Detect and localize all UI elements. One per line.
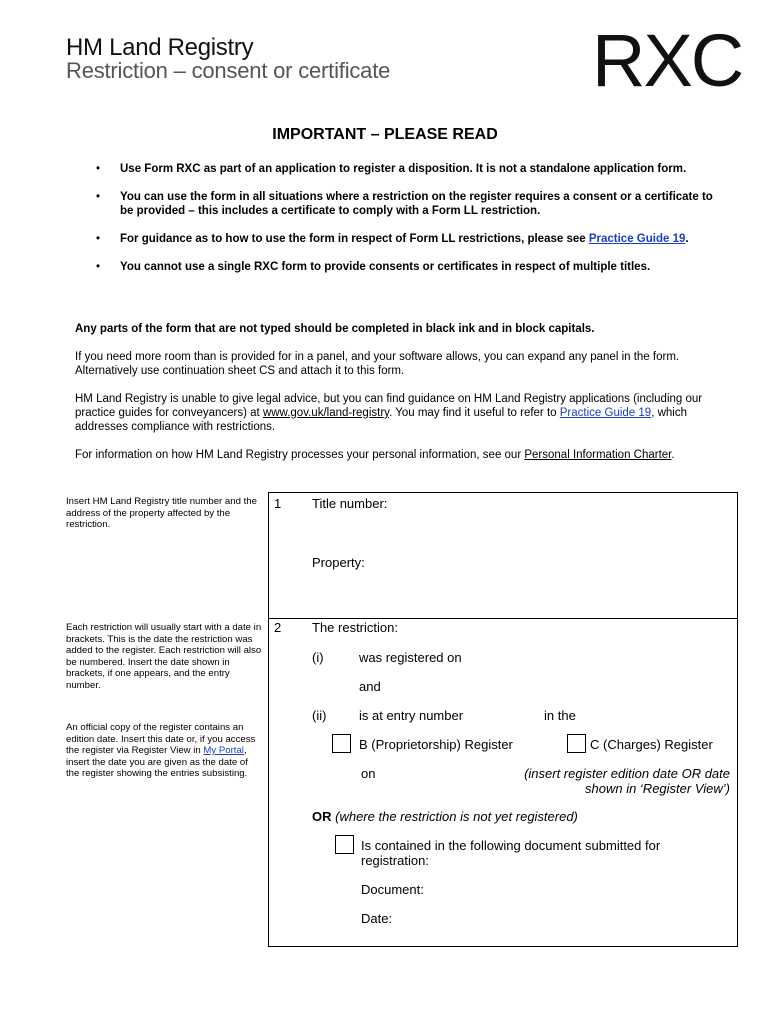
important-heading: IMPORTANT – PLEASE READ: [272, 126, 498, 143]
gov-uk-link[interactable]: www.gov.uk/land-registry: [262, 407, 390, 419]
brand-name: HM Land Registry: [66, 34, 254, 61]
important-bullets: [78, 162, 726, 274]
in-the-label: in the: [544, 708, 576, 723]
bullet-item: • You cannot use a single RXC form to provide consents or certificates in respect of multiple titles.: [78, 260, 726, 274]
on-label[interactable]: on: [361, 766, 376, 781]
item-ii-label: (ii): [312, 708, 327, 723]
advice-paragraph: HM Land Registry is unable to give legal advice, but you can find guidance on HM Land Registry applications (including our practice guides for conveyancers) at www.gov.uk/land-registry. You may find it useful to refer to Practice Guide 19, which addresses compliance with restrictions.: [75, 393, 703, 433]
document-label[interactable]: Document:: [361, 882, 424, 897]
item-i-label: (i): [312, 650, 324, 665]
panel1-number: 1: [274, 496, 282, 511]
panel2-instructions-b: An official copy of the register contains an edition date. Insert this date or, if you access the register via Register View in My Portal, insert the date you are given as the date of the register showing the entries subsisting.: [66, 722, 256, 779]
more-room-paragraph: If you need more room than is provided for in a panel, and your software allows, you can expand any panel in the form. Alternatively use continuation sheet CS and attach it to this form.: [75, 351, 680, 377]
and-label: and: [359, 679, 381, 694]
entry-number-label[interactable]: is at entry number: [359, 708, 464, 723]
not-registered-checkbox[interactable]: [335, 835, 354, 854]
restriction-heading: The restriction:: [312, 620, 398, 635]
registered-on-label[interactable]: was registered on: [359, 650, 462, 665]
charges-checkbox[interactable]: [567, 734, 586, 753]
bullet-item: • For guidance as to how to use the form in respect of Form LL restrictions, please see Practice Guide 19.: [78, 232, 726, 246]
bullet-item: • You can use the form in all situations where a restriction on the register requires a consent or a certificate to be provided – this includes a certificate to comply with a Form LL restriction.: [78, 190, 726, 218]
or-line: OR (where the restriction is not yet registered): [312, 809, 578, 824]
panel2-number: 2: [274, 620, 282, 635]
panel-divider: [268, 618, 737, 619]
form-code: RXC: [592, 19, 743, 102]
bullet-item: • Use Form RXC as part of an application to register a disposition. It is not a standalone application form.: [78, 162, 726, 176]
my-portal-link[interactable]: My Portal: [203, 745, 244, 756]
form-title: Restriction – consent or certificate: [66, 58, 391, 83]
personal-information-charter-link[interactable]: Personal Information Charter: [524, 449, 672, 461]
insert-date-note: (insert register edition date OR date shown in ‘Register View’): [524, 766, 730, 796]
proprietorship-checkbox[interactable]: [332, 734, 351, 753]
block-capitals-note: Any parts of the form that are not typed should be completed in black ink and in block capitals.: [75, 323, 595, 335]
panel2-instructions-a: Each restriction will usually start with a date in brackets. This is the date the restriction was added to the register. Each restriction will also be numbered. Insert the date shown in brackets, if one appears, and the entry number.: [66, 622, 262, 691]
charges-label: C (Charges) Register: [590, 737, 713, 752]
privacy-paragraph: For information on how HM Land Registry processes your personal information, see our Personal Information Charter.: [75, 449, 675, 461]
contained-in-document-label: Is contained in the following document submitted for registration:: [361, 838, 661, 868]
practice-guide-19-link-2[interactable]: Practice Guide 19: [559, 407, 652, 419]
date-label[interactable]: Date:: [361, 911, 393, 926]
proprietorship-label: B (Proprietorship) Register: [359, 737, 513, 752]
property-label[interactable]: Property:: [312, 555, 365, 570]
title-number-label[interactable]: Title number:: [312, 496, 388, 511]
panel1-instructions: Insert HM Land Registry title number and the address of the property affected by the restriction.: [66, 496, 257, 530]
practice-guide-19-link[interactable]: Practice Guide 19: [588, 233, 686, 245]
